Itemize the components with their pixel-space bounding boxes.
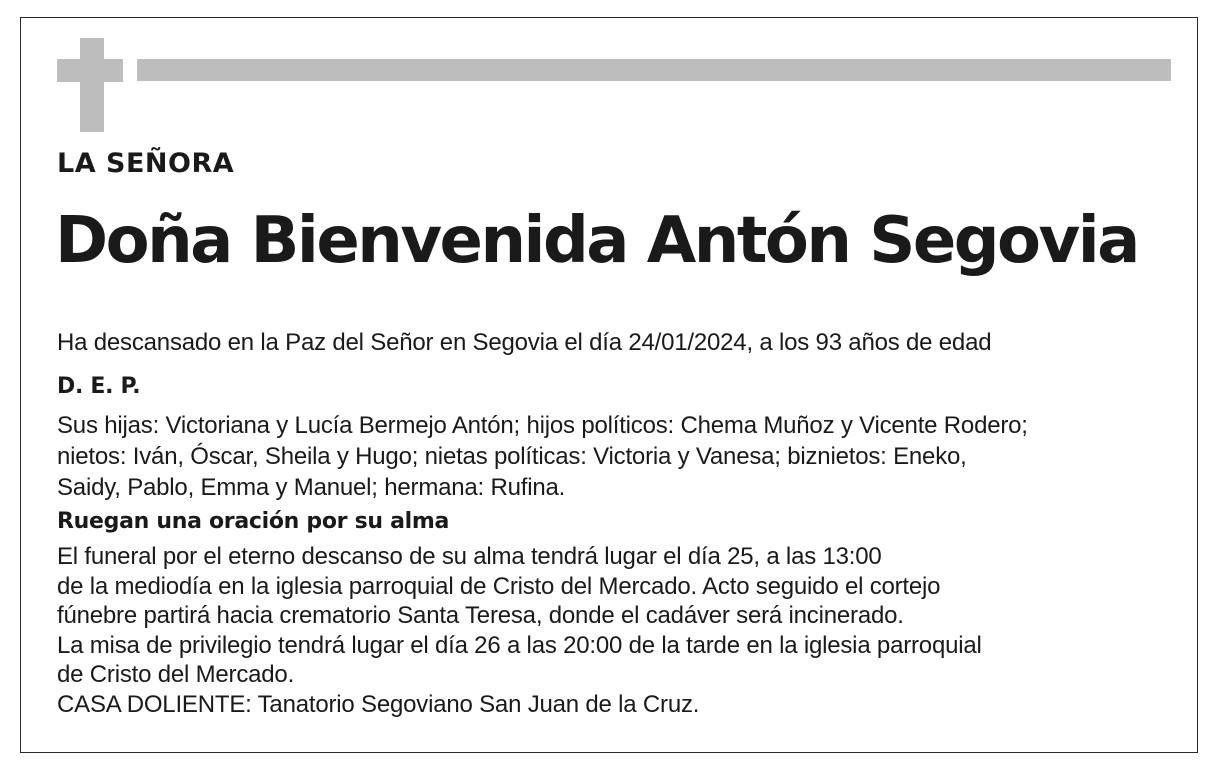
funeral-line: La misa de privilegio tendrá lugar el día 26 a las 20:00 de la tarde en la iglesia parroquial — [57, 631, 982, 659]
relatives-line: Sus hijas: Victoriana y Lucía Bermejo Antón; hijos políticos: Chema Muñoz y Vicente Rodero; — [57, 412, 1028, 439]
funeral-line: de Cristo del Mercado. — [57, 661, 295, 688]
relatives-line: Saidy, Pablo, Emma y Manuel; hermana: Rufina. — [57, 474, 566, 501]
death-statement: Ha descansado en la Paz del Señor en Segovia el día 24/01/2024, a los 93 años de edad — [57, 329, 992, 356]
funeral-line: de la mediodía en la iglesia parroquial de Cristo del Mercado. Acto seguido el cortejo — [57, 572, 941, 600]
prayer-request: Ruegan una oración por su alma — [57, 509, 450, 534]
deceased-name: Doña Bienvenida Antón Segovia — [55, 204, 1138, 278]
funeral-paragraph — [57, 542, 982, 719]
funeral-line: fúnebre partirá hacia crematorio Santa Teresa, donde el cadáver será incinerado. — [57, 602, 904, 629]
relatives-paragraph — [57, 410, 1028, 503]
rip-label: D. E. P. — [57, 374, 141, 399]
funeral-line: El funeral por el eterno descanso de su alma tendrá lugar el día 25, a las 13:00 — [57, 543, 882, 570]
relatives-line: nietos: Iván, Óscar, Sheila y Hugo; nietas políticas: Victoria y Vanesa; biznietos: Eneko, — [57, 443, 967, 470]
decorative-bar — [137, 59, 1171, 81]
honorific: LA SEÑORA — [57, 148, 235, 179]
funeral-line: CASA DOLIENTE: Tanatorio Segoviano San Juan de la Cruz. — [57, 690, 700, 718]
